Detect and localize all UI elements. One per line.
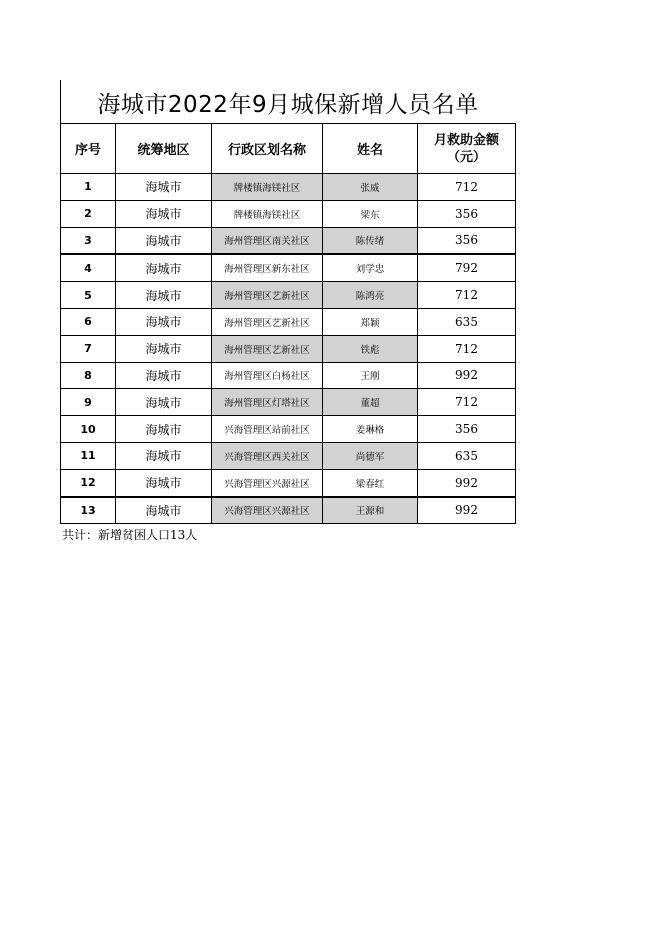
table-row bbox=[61, 200, 516, 227]
row-number: 7 bbox=[61, 335, 116, 362]
row-district: 海州管理区艺新社区 bbox=[212, 282, 323, 309]
header-row bbox=[61, 124, 516, 174]
row-region: 海城市 bbox=[116, 416, 212, 443]
row-region: 海城市 bbox=[116, 174, 212, 201]
roster-table bbox=[60, 123, 516, 524]
row-name: 尚德军 bbox=[323, 442, 418, 469]
row-district: 兴海管理区站前社区 bbox=[212, 416, 323, 443]
row-number: 4 bbox=[61, 254, 116, 281]
row-name: 董超 bbox=[323, 389, 418, 416]
row-district: 海州管理区南关社区 bbox=[212, 227, 323, 254]
row-amount: 635 bbox=[418, 308, 516, 335]
row-region: 海城市 bbox=[116, 497, 212, 524]
row-region: 海城市 bbox=[116, 254, 212, 281]
row-name: 陈鸿亮 bbox=[323, 282, 418, 309]
header-no: 序号 bbox=[61, 124, 116, 174]
row-name: 铁彪 bbox=[323, 335, 418, 362]
row-amount: 992 bbox=[418, 362, 516, 389]
header-amount: 月救助金额（元） bbox=[418, 124, 516, 174]
table-row bbox=[61, 227, 516, 254]
table-row bbox=[61, 416, 516, 443]
row-amount: 712 bbox=[418, 174, 516, 201]
table-row bbox=[61, 362, 516, 389]
row-region: 海城市 bbox=[116, 362, 212, 389]
row-name: 王源和 bbox=[323, 497, 418, 524]
row-number: 9 bbox=[61, 389, 116, 416]
row-amount: 356 bbox=[418, 416, 516, 443]
table-row bbox=[61, 497, 516, 524]
row-amount: 712 bbox=[418, 282, 516, 309]
header-name: 姓名 bbox=[323, 124, 418, 174]
row-number: 8 bbox=[61, 362, 116, 389]
row-name: 王刚 bbox=[323, 362, 418, 389]
row-name: 姜琳格 bbox=[323, 416, 418, 443]
table-row bbox=[61, 335, 516, 362]
row-number: 2 bbox=[61, 200, 116, 227]
row-number: 11 bbox=[61, 442, 116, 469]
row-region: 海城市 bbox=[116, 389, 212, 416]
row-name: 张威 bbox=[323, 174, 418, 201]
row-number: 10 bbox=[61, 416, 116, 443]
row-amount: 712 bbox=[418, 335, 516, 362]
row-name: 刘学忠 bbox=[323, 254, 418, 281]
row-region: 海城市 bbox=[116, 282, 212, 309]
row-number: 13 bbox=[61, 497, 116, 524]
table-row bbox=[61, 254, 516, 281]
table-row bbox=[61, 442, 516, 469]
sheet-title: 海城市2022年9月城保新增人员名单 bbox=[97, 91, 479, 118]
row-number: 5 bbox=[61, 282, 116, 309]
row-name: 梁东 bbox=[323, 200, 418, 227]
row-district: 海州管理区艺新社区 bbox=[212, 308, 323, 335]
row-name: 郑颖 bbox=[323, 308, 418, 335]
row-district: 牌楼镇海镁社区 bbox=[212, 200, 323, 227]
row-district: 海州管理区艺新社区 bbox=[212, 335, 323, 362]
row-number: 6 bbox=[61, 308, 116, 335]
table-row bbox=[61, 469, 516, 496]
row-district: 兴海管理区西关社区 bbox=[212, 442, 323, 469]
row-district: 海州管理区灯塔社区 bbox=[212, 389, 323, 416]
row-amount: 992 bbox=[418, 469, 516, 496]
table-row bbox=[61, 174, 516, 201]
row-number: 3 bbox=[61, 227, 116, 254]
row-region: 海城市 bbox=[116, 200, 212, 227]
row-amount: 992 bbox=[418, 497, 516, 524]
row-district: 兴海管理区兴源社区 bbox=[212, 469, 323, 496]
row-amount: 792 bbox=[418, 254, 516, 281]
row-region: 海城市 bbox=[116, 469, 212, 496]
row-district: 牌楼镇海镁社区 bbox=[212, 174, 323, 201]
total-note: 共计：新增贫困人口13人 bbox=[62, 528, 198, 542]
row-amount: 712 bbox=[418, 389, 516, 416]
header-district: 行政区划名称 bbox=[212, 124, 323, 174]
row-number: 1 bbox=[61, 174, 116, 201]
row-amount: 635 bbox=[418, 442, 516, 469]
row-region: 海城市 bbox=[116, 442, 212, 469]
row-district: 海州管理区新东社区 bbox=[212, 254, 323, 281]
header-region: 统筹地区 bbox=[116, 124, 212, 174]
table-row bbox=[61, 389, 516, 416]
row-amount: 356 bbox=[418, 200, 516, 227]
row-name: 梁春红 bbox=[323, 469, 418, 496]
row-district: 兴海管理区兴源社区 bbox=[212, 497, 323, 524]
row-name: 陈传绪 bbox=[323, 227, 418, 254]
row-district: 海州管理区白杨社区 bbox=[212, 362, 323, 389]
table-row bbox=[61, 282, 516, 309]
row-region: 海城市 bbox=[116, 335, 212, 362]
row-amount: 356 bbox=[418, 227, 516, 254]
row-number: 12 bbox=[61, 469, 116, 496]
row-region: 海城市 bbox=[116, 308, 212, 335]
roster-body bbox=[61, 174, 516, 524]
row-region: 海城市 bbox=[116, 227, 212, 254]
table-row bbox=[61, 308, 516, 335]
